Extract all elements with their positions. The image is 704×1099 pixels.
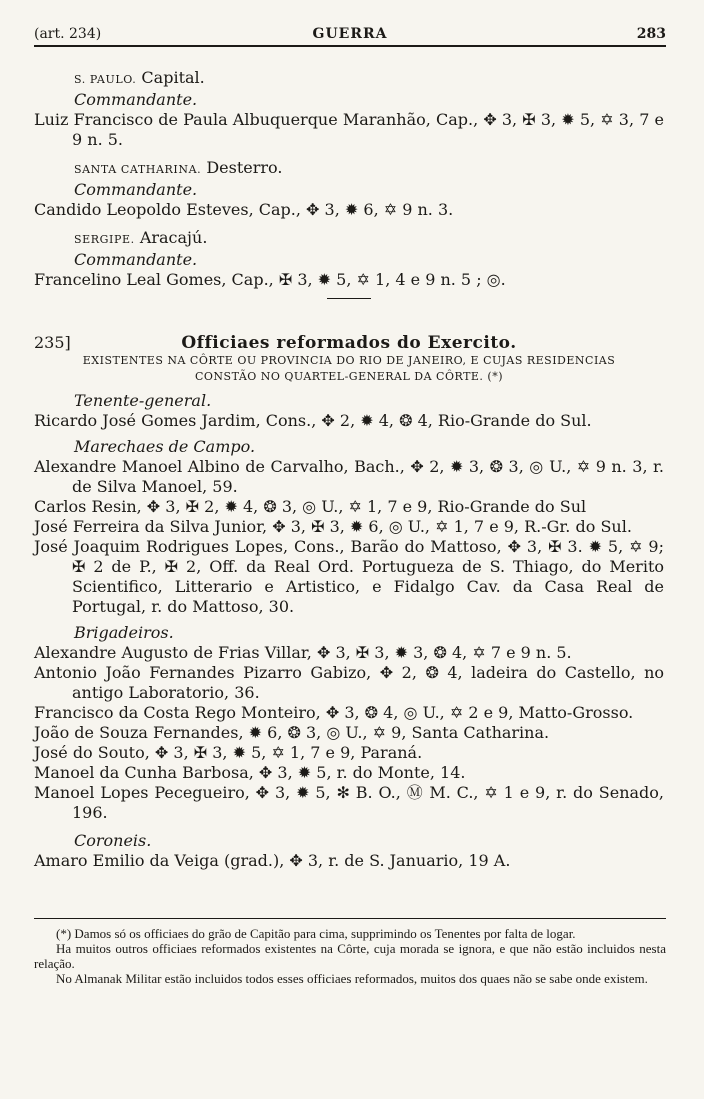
officer-entry: Luiz Francisco de Paula Albuquerque Maranhão, Cap., ✥ 3, ✠ 3, ✹ 5, ✡ 3, 7 e 9 n. 5. [34,110,664,149]
footnotes [34,926,666,986]
province-name: SERGIPE. [74,233,135,246]
footnote: No Almanak Militar estão incluidos todos esses officiaes reformados, muitos dos quaes não se sabe onde existem. [56,971,648,986]
role-heading: Commandante. [74,90,198,109]
officer-entry: Antonio João Fernandes Pizarro Gabizo, ✥ 2, ❂ 4, ladeira do Castello, no antigo Laboratorio, 36. [34,663,664,702]
section-subtitle: CONSTÃO NO QUARTEL-GENERAL DA CÔRTE. (*) [194,370,504,383]
rank-heading: Tenente-general. [74,391,212,410]
footnote: Ha muitos outros officiaes reformados existentes na Côrte, cuja morada se ignora, e que não estão incluidos nesta relação. [34,941,666,971]
officer-entry: Alexandre Manoel Albino de Carvalho, Bach., ✥ 2, ✹ 3, ❂ 3, ◎ U., ✡ 9 n. 3, r. de Silva Manoel, 59. [34,457,664,496]
running-header [34,26,666,46]
role-heading: Commandante. [74,250,198,269]
officer-entry: Alexandre Augusto de Frias Villar, ✥ 3, ✠ 3, ✹ 3, ❂ 4, ✡ 7 e 9 n. 5. [34,643,572,662]
page-title: GUERRA [312,26,388,42]
province-block [34,68,664,150]
province-heading [74,68,664,90]
officer-entry: José do Souto, ✥ 3, ✠ 3, ✹ 5, ✡ 1, 7 e 9, Paraná. [34,743,423,762]
province-capital: Desterro. [206,158,283,177]
section-number: 235] [34,333,71,352]
page-body [34,68,664,871]
province-heading [74,228,664,250]
article-reference: (art. 234) [34,26,102,42]
province-name: SANTA CATHARINA. [74,163,202,176]
rank-heading: Coroneis. [74,831,152,850]
province-block [34,158,664,220]
province-name: S. PAULO. [74,73,137,86]
province-capital: Capital. [141,68,205,87]
rank-heading: Marechaes de Campo. [74,437,256,456]
officer-entry: Carlos Resin, ✥ 3, ✠ 2, ✹ 4, ❂ 3, ◎ U., ✡ 1, 7 e 9, Rio-Grande do Sul [34,497,587,516]
officer-entry: Amaro Emilio da Veiga (grad.), ✥ 3, r. de S. Januario, 19 A. [34,851,511,870]
footnote-rule [34,918,666,919]
province-capital: Aracajú. [139,228,208,247]
section-subtitle: EXISTENTES NA CÔRTE OU PROVINCIA DO RIO DE JANEIRO, E CUJAS RESIDENCIAS [82,354,616,367]
section-title: Officiaes reformados do Exercito. [181,333,517,353]
rank-heading: Brigadeiros. [74,623,174,642]
officer-entry: José Ferreira da Silva Junior, ✥ 3, ✠ 3, ✹ 6, ◎ U., ✡ 1, 7 e 9, R.-Gr. do Sul. [34,517,632,536]
officer-entry: Manoel da Cunha Barbosa, ✥ 3, ✹ 5, r. do Monte, 14. [34,763,466,782]
officer-entry: Francelino Leal Gomes, Cap., ✠ 3, ✹ 5, ✡ 1, 4 e 9 n. 5 ; ◎. [34,270,506,289]
header-rule [34,45,666,47]
officer-entry: Francisco da Costa Rego Monteiro, ✥ 3, ❂ 4, ◎ U., ✡ 2 e 9, Matto-Grosso. [34,703,634,722]
officer-entry: Ricardo José Gomes Jardim, Cons., ✥ 2, ✹ 4, ❂ 4, Rio-Grande do Sul. [34,411,592,430]
officer-entry: José Joaquim Rodrigues Lopes, Cons., Barão do Mattoso, ✥ 3, ✠ 3. ✹ 5, ✡ 9; ✠ 2 de P., ✠ 2, Off. da Real Ord. Portugueza de S. Thiago, do Merito Scientifico, Litterario e Artistico, e Fidalgo Cav. da Casa Real de Portugal, r. do Mattoso, 30. [34,537,664,616]
footnote: (*) Damos só os officiaes do grão de Capitão para cima, supprimindo os Tenentes por falta de logar. [56,926,576,941]
officer-entry: Manoel Lopes Pecegueiro, ✥ 3, ✹ 5, ✻ B. O., Ⓜ M. C., ✡ 1 e 9, r. do Senado, 196. [34,783,664,822]
page-number: 283 [636,26,666,42]
province-heading [74,158,664,180]
role-heading: Commandante. [74,180,198,199]
officer-entry: João de Souza Fernandes, ✹ 6, ❂ 3, ◎ U., ✡ 9, Santa Catharina. [34,723,550,742]
province-block [34,228,664,290]
officer-entry: Candido Leopoldo Esteves, Cap., ✥ 3, ✹ 6, ✡ 9 n. 3. [34,200,454,219]
section-heading [34,333,664,353]
